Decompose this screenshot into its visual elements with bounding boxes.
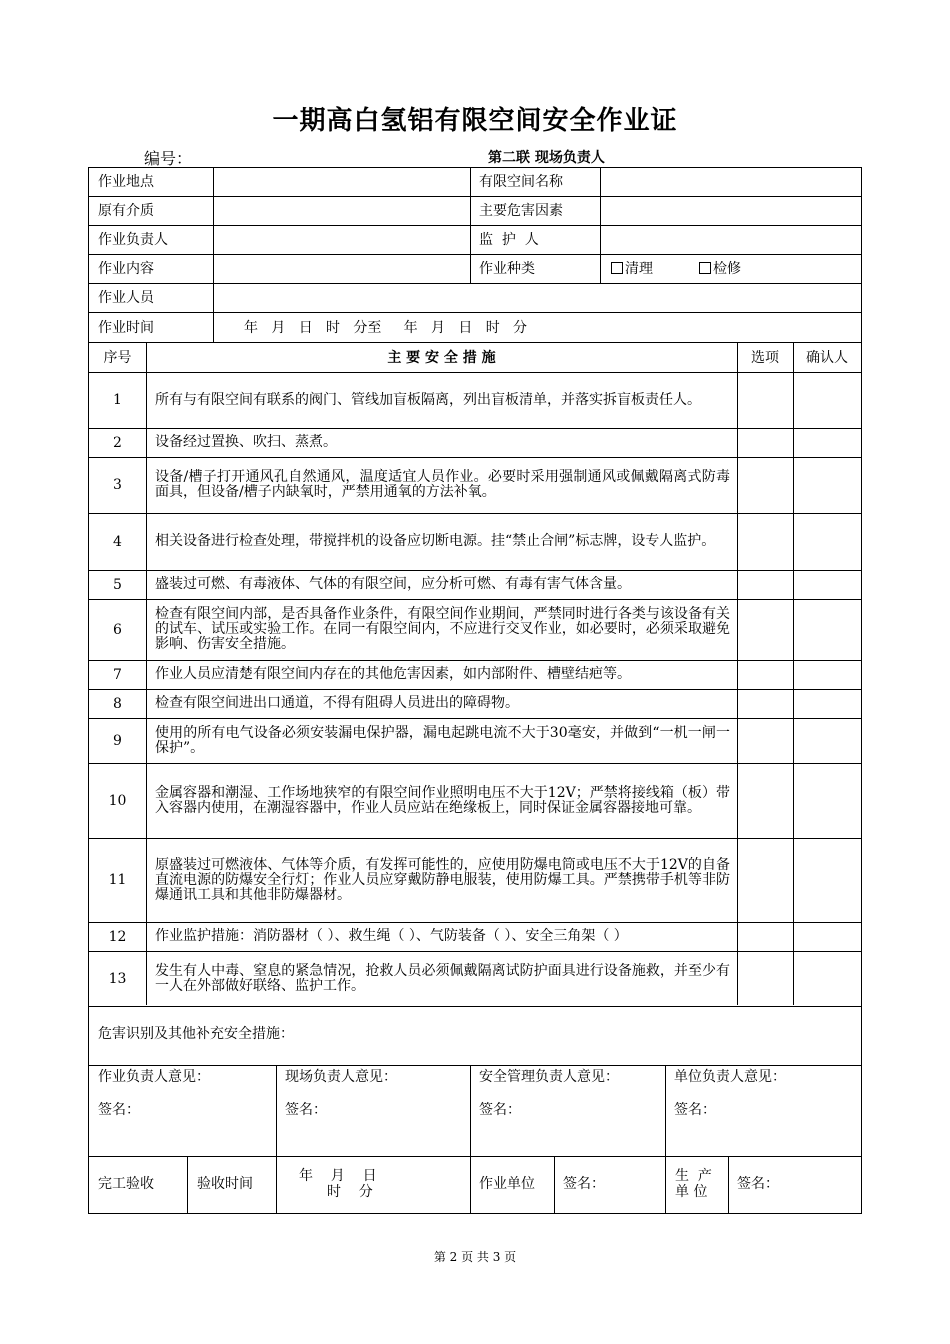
measure-confirm-cell[interactable]: [794, 514, 860, 569]
info-table: [88, 167, 862, 343]
measure-option-cell[interactable]: [738, 719, 792, 762]
measure-confirm-cell[interactable]: [794, 429, 860, 456]
opinion-site-sign: 签名：: [285, 1102, 327, 1118]
measure-number: 12: [108, 928, 127, 945]
measure-option-cell[interactable]: [738, 514, 792, 569]
measure-confirm-cell[interactable]: [794, 923, 860, 950]
opinion-unit-label: 单位负责人意见：: [674, 1069, 786, 1085]
opinions-section: [88, 1065, 862, 1157]
content-label: 作业内容: [98, 261, 154, 277]
measure-confirm-cell[interactable]: [794, 952, 860, 1005]
measure-text: 发生有人中毒、窒息的紧急情况，抢救人员必须佩戴隔离试防护面具进行设备施救，并至少有一人在外部做好联络、监护工作。: [155, 962, 730, 994]
measure-option-cell[interactable]: [738, 600, 792, 659]
measure-option-cell[interactable]: [738, 429, 792, 456]
measure-number: 6: [113, 621, 122, 638]
measure-number: 1: [113, 392, 122, 408]
medium-label: 原有介质: [98, 203, 154, 219]
measure-confirm-cell[interactable]: [794, 719, 860, 762]
measure-confirm-cell[interactable]: [794, 600, 860, 659]
acceptance-date: 年 月 日: [299, 1168, 377, 1184]
measure-confirm-cell[interactable]: [794, 373, 860, 427]
measure-text: 所有与有限空间有联系的阀门、管线加盲板隔离，列出盲板清单，并落实拆盲板责任人。: [155, 391, 701, 408]
measure-text: 作业监护措施：消防器材（ ）、救生绳（ ）、气防装备（ ）、安全三角架（ ）: [155, 928, 628, 944]
measure-confirm-cell[interactable]: [794, 458, 860, 512]
serial-number-label: 编号：: [144, 149, 193, 168]
checkbox-icon: [699, 262, 711, 274]
copy-label: 第二联 现场负责人: [488, 150, 605, 166]
measure-text: 检查有限空间内部，是否具备作业条件，有限空间作业期间，严禁同时进行各类与该设备有关的试车、试压或实验工作。在同一有限空间内，不应进行交叉作业，如必要时，必须采取避免影响、伤害安全措施。: [155, 606, 730, 652]
measure-number: 4: [113, 533, 122, 550]
type-repair-option[interactable]: 检修: [699, 261, 741, 277]
opinion-safety-label: 安全管理负责人意见：: [479, 1069, 619, 1085]
measure-text: 金属容器和潮湿、工作场地狭窄的有限空间作业照明电压不大于12V；严禁将接线箱（板）带入容器内使用，在潮湿容器中，作业人员应站在绝缘板上，同时保证金属容器接地可靠。: [155, 784, 730, 816]
measures-table: [88, 342, 862, 1007]
leader-label: 作业负责人: [98, 232, 168, 248]
work-unit-sign: 签名：: [563, 1176, 605, 1192]
opinion-unit-sign: 签名：: [674, 1102, 716, 1118]
time-label: 作业时间: [98, 320, 154, 336]
header-seq: 序号: [103, 350, 132, 366]
measure-confirm-cell[interactable]: [794, 690, 860, 717]
measure-number: 13: [108, 970, 127, 987]
measure-text: 盛装过可燃、有毒液体、气体的有限空间，应分析可燃、有毒有害气体含量。: [155, 576, 631, 592]
measure-text: 作业人员应清楚有限空间内存在的其他危害因素，如内部附件、槽壁结疤等。: [155, 666, 631, 682]
production-unit-sign: 签名：: [737, 1176, 779, 1192]
document-title: 一期高白氢铝有限空间安全作业证: [272, 106, 678, 136]
personnel-label: 作业人员: [98, 290, 154, 306]
space-name-label: 有限空间名称: [479, 174, 563, 190]
location-label: 作业地点: [98, 174, 154, 190]
measure-number: 8: [113, 695, 122, 712]
production-unit-label-1: 生 产: [675, 1168, 712, 1184]
opinion-leader-sign: 签名：: [98, 1102, 140, 1118]
work-unit-label: 作业单位: [479, 1176, 535, 1192]
opinion-site-label: 现场负责人意见：: [285, 1069, 397, 1085]
measure-option-cell[interactable]: [738, 764, 792, 837]
measure-confirm-cell[interactable]: [794, 571, 860, 598]
opinion-leader-label: 作业负责人意见：: [98, 1069, 210, 1085]
measure-option-cell[interactable]: [738, 458, 792, 512]
measure-text: 相关设备进行检查处理，带搅拌机的设备应切断电源。挂“禁止合闸”标志牌，设专人监护。: [155, 533, 716, 549]
measure-text: 使用的所有电气设备必须安装漏电保护器，漏电起跳电流不大于30毫安，并做到“一机一闸一保护”。: [155, 724, 730, 756]
measure-text: 设备经过置换、吹扫、蒸煮。: [155, 434, 337, 450]
supplement-section: [88, 1006, 862, 1066]
measure-confirm-cell[interactable]: [794, 661, 860, 688]
measure-confirm-cell[interactable]: [794, 839, 860, 921]
measure-confirm-cell[interactable]: [794, 764, 860, 837]
measure-option-cell[interactable]: [738, 373, 792, 427]
measure-option-cell[interactable]: [738, 571, 792, 598]
opinion-safety-sign: 签名：: [479, 1102, 521, 1118]
measure-text: 原盛装过可燃液体、气体等介质，有发挥可能性的，应使用防爆电筒或电压不大于12V的自备直流电源的防爆安全行灯；作业人员应穿戴防静电服装，使用防爆工具。严禁携带手机等非防爆通讯工具和其他非防爆器材。: [155, 856, 730, 903]
measure-number: 3: [113, 477, 122, 493]
measure-text: 检查有限空间进出口通道，不得有阻碍人员进出的障碍物。: [155, 695, 519, 711]
measure-option-cell[interactable]: [738, 690, 792, 717]
work-type-label: 作业种类: [479, 261, 535, 277]
measure-option-cell[interactable]: [738, 952, 792, 1005]
page-footer: 第 2 页 共 3 页: [433, 1250, 517, 1264]
measure-number: 9: [113, 732, 122, 749]
supplement-label: 危害识别及其他补充安全措施：: [98, 1026, 294, 1042]
header-main: 主 要 安 全 措 施: [387, 350, 496, 366]
hazard-label: 主要危害因素: [479, 203, 563, 219]
measure-number: 10: [108, 792, 127, 809]
measure-option-cell[interactable]: [738, 661, 792, 688]
type-clean-option[interactable]: 清理: [611, 261, 653, 277]
guardian-label: 监 护 人: [479, 232, 539, 248]
acceptance-hour: 时 分: [327, 1184, 373, 1200]
time-value: 年 月 日 时 分至 年 月 日 时 分: [244, 320, 528, 336]
measure-number: 5: [113, 576, 122, 593]
measure-text: 设备/槽子打开通风孔自然通风，温度适宜人员作业。必要时采用强制通风或佩戴隔离式防毒面具，但设备/槽子内缺氧时，严禁用通氧的方法补氧。: [155, 469, 730, 500]
completion-label: 完工验收: [98, 1176, 154, 1192]
measure-number: 7: [113, 666, 122, 683]
header-confirm: 确认人: [806, 350, 848, 366]
checkbox-icon: [611, 262, 623, 274]
acceptance-time-label: 验收时间: [197, 1176, 253, 1192]
measure-option-cell[interactable]: [738, 923, 792, 950]
header-option: 选项: [751, 350, 779, 366]
production-unit-label-2: 单 位: [675, 1184, 708, 1200]
measure-option-cell[interactable]: [738, 839, 792, 921]
completion-section: [88, 1156, 862, 1214]
measure-number: 11: [108, 872, 127, 888]
measure-number: 2: [113, 434, 122, 451]
